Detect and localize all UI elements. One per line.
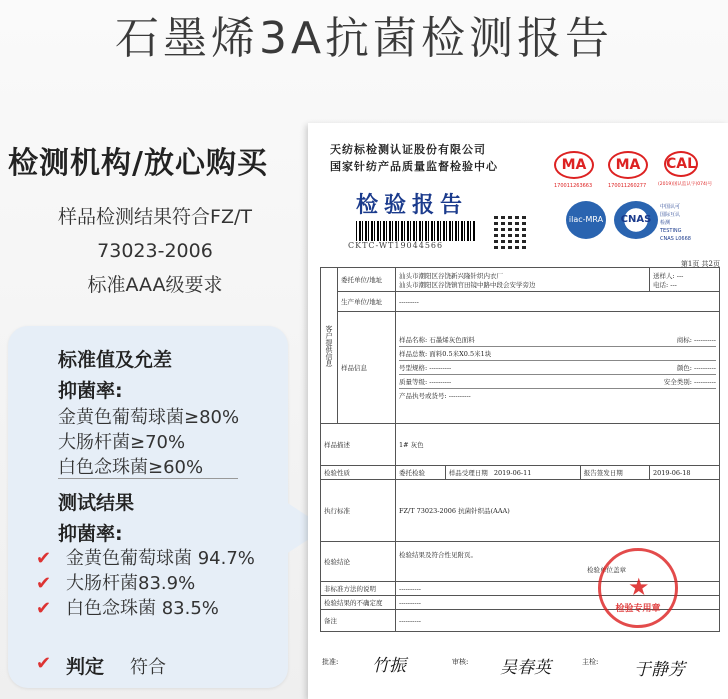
standard-item: 金黄色葡萄球菌≥80% [58,407,240,428]
remark-label: 备注 [321,610,396,632]
standard-subtitle: 抑菌率: [58,380,123,402]
cnas-line: 国际互认 [660,212,681,218]
check-icon: ✔ [36,653,52,674]
producer-label: 生产单位/地址 [338,292,396,312]
cnas-line: CNAS L0668 [660,236,691,242]
cnas-line: 检测 [660,220,671,226]
cal-logo: CAL [664,151,698,177]
ma-number: 170011263663 [554,183,593,189]
cat-value: 委托检验 [396,466,446,480]
concl-label: 检验结论 [321,542,396,582]
results-title: 测试结果 [58,492,135,514]
name-value: 石墨烯灰色面料 [429,336,475,344]
description-line: 样品检测结果符合FZ/T [58,206,252,228]
result-item: 大肠杆菌83.9% [66,573,196,594]
color-label: 颜色: [676,364,692,372]
org-name: 天纺标检测认证股份有限公司 [330,143,486,156]
safety-label: 安全类别: [663,378,692,386]
official-seal [598,548,678,628]
uncert-label: 检验结果的不确定度 [321,596,396,610]
remark-value: ---------- [396,610,720,632]
concl-value: 检验结果及符合性见附页。 [399,550,477,559]
lic-value: ---------- [448,392,471,400]
cnas-logo: CNAS [614,201,658,239]
result-item: 白色念珠菌 83.5% [66,598,219,619]
client-label: 委托单位/地址 [338,268,396,292]
issue-value: 2019-06-18 [650,466,720,480]
results-subtitle: 抑菌率: [58,523,123,545]
contact-label: 送样人: [653,271,675,280]
nonstd-label: 非标准方法的说明 [321,582,396,596]
signature: 竹振 [372,656,406,676]
uncert-value: ---------- [396,596,720,610]
desc-label: 样品描述 [321,424,396,466]
seal-star-icon: ★ [628,573,650,601]
info-label: 样品信息 [338,312,396,424]
info-cell [396,312,720,424]
desc-value: 1# 灰色 [396,424,720,466]
std-label: 执行标准 [321,480,396,542]
result-item: 金黄色葡萄球菌 94.7% [66,548,255,569]
cnas-text [660,203,691,243]
org-center: 国家针纺产品质量监督检验中心 [330,160,498,173]
qr-code-overlay [494,215,528,249]
contact-cell [650,268,720,292]
concl-sign: 检验单位盖章 [587,565,626,574]
lic-label: 产品执号或货号: [399,392,447,400]
standard-section [58,345,239,480]
qty-label: 样品总数: [399,350,428,358]
std-value: FZ/T 73023-2006 抗菌针织品(AAA) [396,480,720,542]
side-label: 客户提供信息 [321,268,338,424]
page-indicator: 第1页 共2页 [680,260,720,268]
description-line: 标准AAA级要求 [87,274,223,296]
divider [58,478,238,479]
results-section [58,488,134,546]
signature: 吴春英 [500,658,551,678]
check-icon: ✔ [36,573,52,594]
grade-value: ---------- [429,378,452,386]
cnas-line: TESTING [660,228,682,234]
ma-logo: MA [554,151,594,179]
name-label: 样品名称: [399,336,428,344]
producer-value: --------- [396,292,720,312]
report-document [308,123,728,699]
signature: 于静芳 [634,660,685,680]
brand-value: ---------- [694,336,716,344]
ilac-logo: ilac-MRA [566,201,606,239]
issue-label: 报告签发日期 [580,466,649,480]
sign-label: 主检: [582,658,599,666]
cal-number: (2019)国认监认字(074)号 [658,182,713,187]
ma-number: 170011260277 [608,183,647,189]
client-value-line: 汕头市潮阳区谷饶镇官田镜中路中段会安学旁边 [399,280,536,289]
standard-item: 白色念珠菌≥60% [58,457,204,478]
model-value: ---------- [429,364,452,372]
standard-item: 大肠杆菌≥70% [58,432,186,453]
recv-value: 2019-06-11 [493,469,532,477]
client-value-line: 汕头市潮阳区谷饶新兴隆针织内衣厂 [399,271,503,280]
barcode [356,221,476,241]
seal-text: 检验专用章 [615,604,661,614]
recv-label [445,466,580,480]
cnas-line: 中国认可 [660,204,681,210]
sign-label: 批准: [322,658,339,666]
recv-label-text: 样品受理日期 [448,469,488,477]
contact-value: --- [676,271,684,280]
report-number: CKTC-WT19044566 [348,241,444,250]
description-line: 73023-2006 [97,240,213,262]
standard-title: 标准值及允差 [58,349,173,371]
phone-label: 电话: [653,280,669,289]
phone-value: --- [670,280,677,289]
grade-label: 质量等级: [399,378,428,386]
verdict-label: 判定 [66,656,105,678]
cat-label: 检验性质 [321,466,396,480]
report-title: 检验报告 [356,192,469,218]
model-label: 号型规格: [399,364,428,372]
page-title: 石墨烯3A抗菌检测报告 [114,13,614,64]
qty-value: 面料0.5米X0.5米1块 [429,350,492,358]
ma-logo: MA [608,151,648,179]
check-icon: ✔ [36,548,52,569]
verdict-value: 符合 [130,657,166,678]
nonstd-value: ---------- [396,582,720,596]
safety-value: ---------- [694,378,716,386]
results-list [66,546,255,621]
section-heading: 检测机构/放心购买 [8,146,268,181]
description [20,200,290,302]
brand-label: 商标: [676,336,692,344]
color-value: ---------- [694,364,716,372]
client-value [396,268,650,292]
check-icon: ✔ [36,598,52,619]
sign-label: 审核: [452,658,469,666]
